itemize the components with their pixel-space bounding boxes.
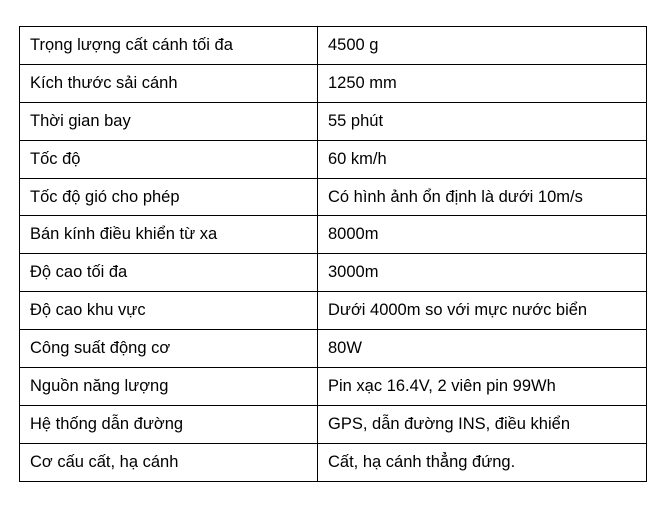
spec-value: Pin xạc 16.4V, 2 viên pin 99Wh <box>318 368 647 406</box>
table-row <box>20 292 647 330</box>
spec-label: Thời gian bay <box>20 102 318 140</box>
table-row <box>20 64 647 102</box>
spec-label: Kích thước sải cánh <box>20 64 318 102</box>
table-row <box>20 368 647 406</box>
spec-label: Tốc độ <box>20 140 318 178</box>
spec-label: Công suất động cơ <box>20 330 318 368</box>
spec-label: Nguồn năng lượng <box>20 368 318 406</box>
table-row <box>20 330 647 368</box>
spec-table <box>19 26 647 482</box>
spec-label: Trọng lượng cất cánh tối đa <box>20 27 318 65</box>
spec-value: 80W <box>318 330 647 368</box>
spec-value: 60 km/h <box>318 140 647 178</box>
table-row <box>20 102 647 140</box>
table-row <box>20 216 647 254</box>
table-row <box>20 27 647 65</box>
table-row <box>20 140 647 178</box>
spec-value: Cất, hạ cánh thẳng đứng. <box>318 443 647 481</box>
spec-value: 4500 g <box>318 27 647 65</box>
table-row <box>20 254 647 292</box>
spec-label: Bán kính điều khiển từ xa <box>20 216 318 254</box>
spec-label: Độ cao khu vực <box>20 292 318 330</box>
spec-label: Hệ thống dẫn đường <box>20 405 318 443</box>
spec-label: Tốc độ gió cho phép <box>20 178 318 216</box>
spec-value: 1250 mm <box>318 64 647 102</box>
table-row <box>20 178 647 216</box>
spec-table-body <box>20 27 647 482</box>
spec-value: 8000m <box>318 216 647 254</box>
spec-value: GPS, dẫn đường INS, điều khiển <box>318 405 647 443</box>
spec-label: Cơ cấu cất, hạ cánh <box>20 443 318 481</box>
spec-value: 55 phút <box>318 102 647 140</box>
spec-value: Có hình ảnh ổn định là dưới 10m/s <box>318 178 647 216</box>
table-row <box>20 405 647 443</box>
spec-value: Dưới 4000m so với mực nước biển <box>318 292 647 330</box>
table-row <box>20 443 647 481</box>
spec-label: Độ cao tối đa <box>20 254 318 292</box>
spec-value: 3000m <box>318 254 647 292</box>
